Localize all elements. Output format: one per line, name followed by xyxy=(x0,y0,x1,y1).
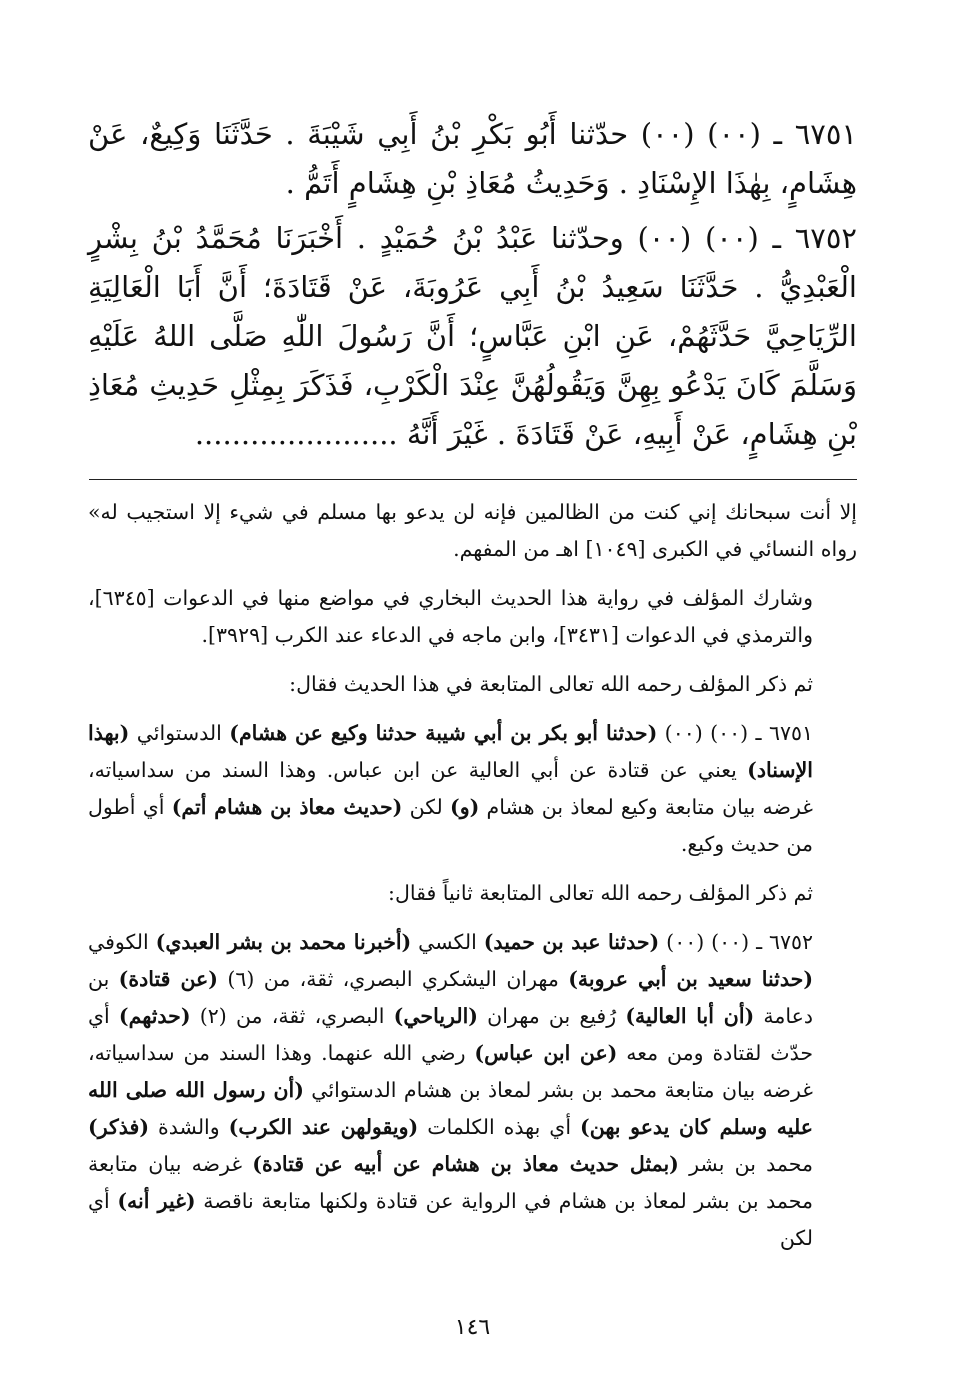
text-run: ٦٧٥٢ ـ (٠٠) (٠٠) xyxy=(659,930,814,954)
bold-quote: (أخبرنا محمد بن بشر العبدي) xyxy=(155,930,412,954)
text-run: رُفيع بن مهران xyxy=(478,1004,626,1028)
footnote-divider xyxy=(89,479,857,480)
text-run: الكسي xyxy=(411,930,484,954)
text-run: محمد بن بشر xyxy=(678,1152,813,1176)
bold-quote: (حديث معاذ بن هشام أتم) xyxy=(171,795,403,819)
text-run: بن دعامة xyxy=(88,967,813,1028)
commentary-paragraph-5: ثم ذكر المؤلف رحمه الله تعالى المتابعة ثانياً فقال: xyxy=(388,881,813,905)
bold-quote: (حدثنا سعيد بن أبي عروبة) xyxy=(568,967,814,991)
hadith-6751 xyxy=(88,110,857,208)
text-run: ٦٧٥١ ـ (٠٠) (٠٠) xyxy=(657,721,814,745)
text-run: يعني عن قتادة عن أبي العالية عن ابن عباس. وهذا السند من سداسياته، غرضه بيان متابعة وكيع لمعاذ بن هشام xyxy=(88,758,813,819)
text-run: أي لكن xyxy=(88,1189,813,1250)
text-run: الكوفي xyxy=(88,930,156,954)
hadith-6752-text: ٦٧٥٢ ـ (٠٠) (٠٠) وحدّثنا عَبْدُ بْنُ حُمَيْدٍ . أَخْبَرَنَا مُحَمَّدُ بْنُ بِشْرٍ الْعَبْدِيُّ . حَدَّثَنَا سَعِيدُ بْنُ أَبِي عَرُوبَةَ، عَنْ قَتَادَةَ؛ أَنَّ أَبَا الْعَالِيَةِ الرِّيَاحِيَّ حَدَّثَهُمْ، عَنِ ابْنِ عَبَّاسٍ؛ أَنَّ رَسُولَ اللّٰهِ صَلَّى اللهُ عَلَيْهِ وَسَلَّمَ كَانَ يَدْعُو بِهِنَّ وَيَقُولُهُنَّ عِنْدَ الْكَرْبِ، فَذَكَرَ بِمِثْلِ حَدِيثِ مُعَاذِ بْنِ هِشَامٍ، عَنْ أَبِيهِ، عَنْ قَتَادَةَ . غَيْرَ أَنَّهُ xyxy=(88,221,857,451)
commentary-paragraph-2: وشارك المؤلف في رواية هذا الحديث البخاري في مواضع منها في الدعوات [٦٣٤٥]، والترمذي في الدعوات [٣٤٣١]، وابن ماجه في الدعاء عند الكرب [٣٩٢٩]. xyxy=(88,586,813,647)
bold-quote: (الرياحي) xyxy=(393,1004,478,1028)
bold-quote: (بمثل حديث معاذ بن هشام عن أبيه عن قتادة) xyxy=(252,1152,679,1176)
bold-quote: (حدثهم) xyxy=(118,1004,191,1028)
text-run: غرضه بيان متابعة محمد بن بشر لمعاذ بن هشام في الرواية عن قتادة ولكنها متابعة ناقصة xyxy=(88,1152,813,1213)
bold-quote: (حدثنا عبد بن حميد) xyxy=(483,930,660,954)
text-run: لكن xyxy=(402,795,450,819)
bold-quote: (أن رسول الله صلى الله عليه وسلم كان يدعو بهن) xyxy=(88,1078,813,1139)
text-run: الدستوائي xyxy=(129,721,230,745)
bold-quote: (أن أبا العالية) xyxy=(625,1004,755,1028)
bold-quote: (عن ابن عباس) xyxy=(474,1041,618,1065)
text-run: مهران اليشكري البصري، ثقة، من (٦) xyxy=(217,967,569,991)
text-run: والشدة xyxy=(149,1115,229,1139)
commentary-paragraph-4 xyxy=(88,715,857,863)
bold-quote: (بهذا الإسناد) xyxy=(88,721,813,782)
bold-quote: (حدثنا أبو بكر بن أبي شيبة حدثنا وكيع عن هشام) xyxy=(229,721,658,745)
bold-quote: (عن قتادة) xyxy=(118,967,218,991)
text-run: أي حدّث لقتادة ومن معه xyxy=(88,1004,813,1065)
bold-quote: (ويقولهن عند الكرب) xyxy=(228,1115,419,1139)
bold-quote: (و) xyxy=(450,795,480,819)
page-number: ١٤٦ xyxy=(454,1315,491,1340)
hadith-6752 xyxy=(88,214,857,459)
commentary-paragraph-3: ثم ذكر المؤلف رحمه الله تعالى المتابعة في هذا الحديث فقال: xyxy=(289,672,813,696)
text-run: رضي الله عنهما. وهذا السند من سداسياته، غرضه بيان متابعة محمد بن بشر لمعاذ بن هشام الدستوائي xyxy=(88,1041,813,1102)
continuation-dots: ...................... xyxy=(194,417,398,451)
commentary-paragraph-6 xyxy=(88,924,857,1257)
text-run: أي بهذه الكلمات xyxy=(418,1115,581,1139)
hadith-6751-text: ٦٧٥١ ـ (٠٠) (٠٠) حدّثنا أَبُو بَكْرِ بْنُ أَبِي شَيْبَةَ . حَدَّثَنَا وَكِيعٌ، عَنْ هِشَامٍ، بِهٰذَا الإِسْنَادِ . وَحَدِيثُ مُعَاذِ بْنِ هِشَامٍ أَتَمُّ . xyxy=(88,117,857,200)
text-run: أي أطول من حديث وكيع. xyxy=(88,795,813,856)
page-body xyxy=(88,110,857,1378)
text-run: البصري، ثقة، من (٢) xyxy=(190,1004,394,1028)
bold-quote: (فذكر) xyxy=(88,1115,150,1139)
bold-quote: (غير أنه) xyxy=(117,1189,196,1213)
commentary-paragraph-1: إلا أنت سبحانك إني كنت من الظالمين فإنه لن يدعو بها مسلم في شيء إلا استجيب له» رواه النسائي في الكبرى [١٠٤٩] اهـ من المفهم. xyxy=(88,500,857,561)
